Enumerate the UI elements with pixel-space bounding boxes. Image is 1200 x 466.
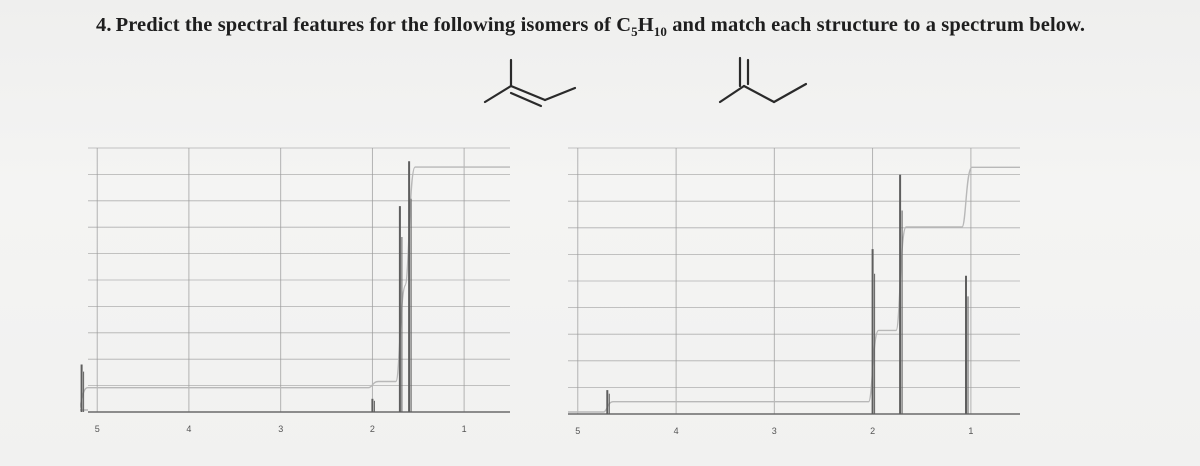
horizontal-gridlines [88, 148, 510, 412]
integral-curve [80, 167, 510, 410]
nmr-peak [409, 161, 411, 412]
x-tick-label: 3 [278, 424, 284, 434]
formula-hydrogen: H [637, 14, 654, 36]
nmr-peak [607, 390, 609, 414]
nmr-peak [372, 399, 374, 412]
x-tick-label: 2 [369, 424, 375, 434]
formula-subscript-hydrogen: 10 [653, 24, 667, 40]
nmr-spectrum-2 [560, 140, 1030, 450]
x-tick-label: 2 [870, 426, 876, 436]
x-tick-label: 3 [771, 426, 777, 436]
question-prompt-end: and match each structure to a spectrum below. [666, 14, 1086, 36]
x-tick-label: 4 [673, 426, 679, 436]
horizontal-gridlines [568, 148, 1020, 414]
2-methyl-1-butene-skeletal-structure-icon [708, 50, 818, 122]
nmr-peak [400, 206, 402, 412]
x-tick-label: 5 [94, 424, 100, 434]
question-number: 4. [96, 14, 112, 36]
question-prompt: Predict the spectral features for the following isomers of C [115, 14, 632, 36]
integral-curve [568, 167, 1020, 412]
x-tick-label: 4 [186, 424, 192, 434]
nmr-peak [82, 365, 84, 413]
question-text [96, 14, 1186, 40]
nmr-peak [873, 249, 875, 414]
nmr-peak [900, 175, 902, 414]
nmr-spectrum-1 [80, 140, 530, 450]
x-tick-label: 5 [575, 426, 581, 436]
nmr-peak [966, 276, 968, 414]
x-tick-label: 1 [461, 424, 467, 434]
x-tick-label: 1 [968, 426, 974, 436]
formula-subscript-carbon: 5 [631, 24, 638, 40]
2-methyl-2-butene-skeletal-structure-icon [465, 52, 595, 122]
